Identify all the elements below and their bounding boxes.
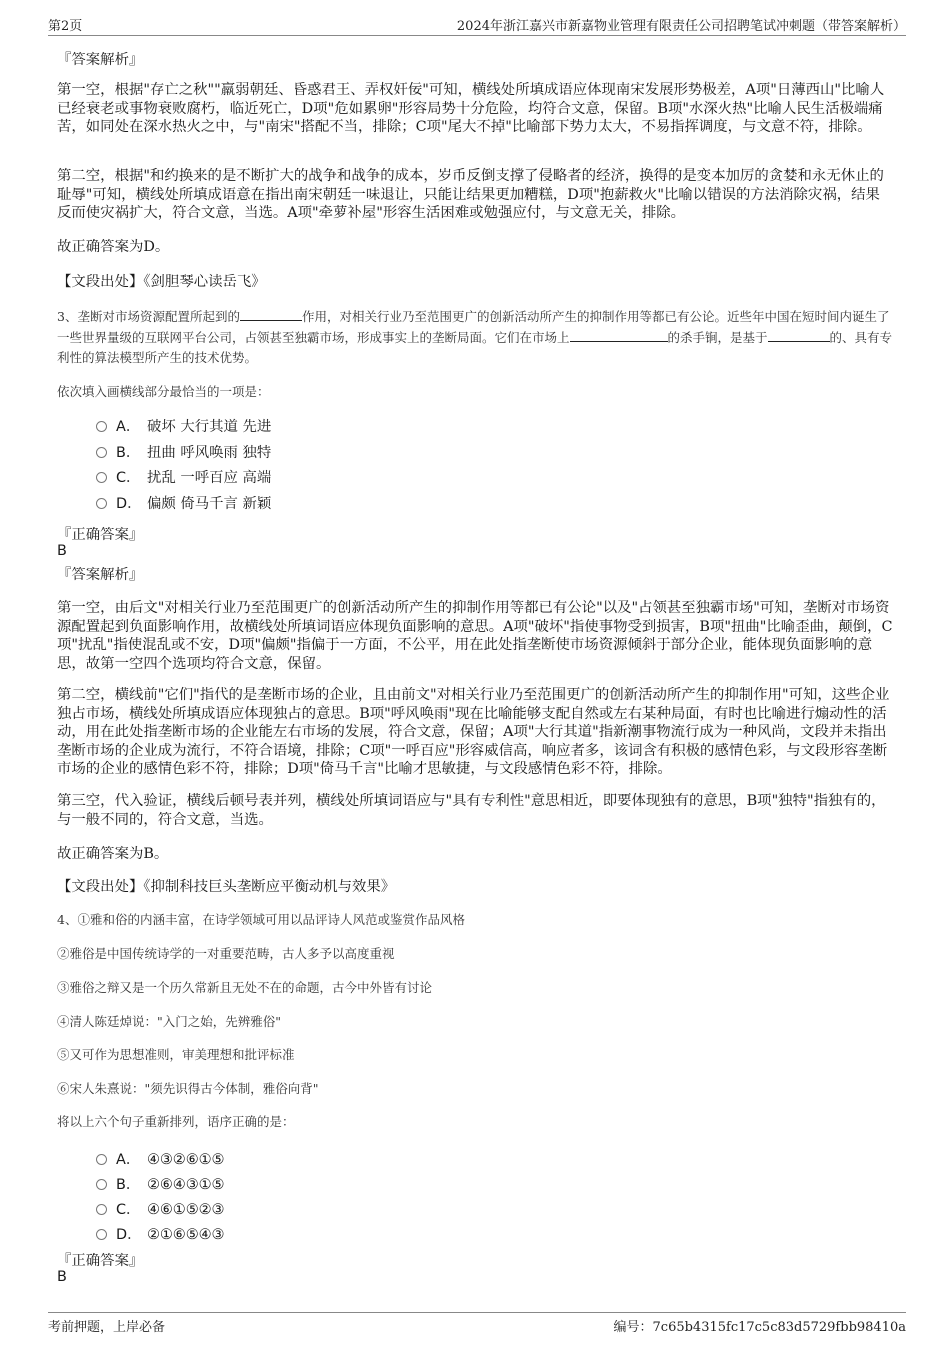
q3-correct-answer: B (57, 543, 67, 559)
radio-icon[interactable] (96, 447, 107, 458)
q4-option-a[interactable]: A． ④③②⑥①⑤ (96, 1150, 224, 1170)
page-header (48, 13, 906, 36)
radio-icon[interactable] (96, 1229, 107, 1240)
q4-correct-answer: B (57, 1269, 67, 1285)
q4-sentence-2: ②雅俗是中国传统诗学的一对重要范畴，古人多予以高度重视 (57, 946, 395, 961)
q4-option-d[interactable]: D． ②①⑥⑤④③ (96, 1225, 224, 1245)
document-title: 2024年浙江嘉兴市新嘉物业管理有限责任公司招聘笔试冲刺题（带答案解析） (456, 19, 906, 34)
q3-analysis-para1: 第一空，由后文"对相关行业乃至范围更广的创新活动所产生的抑制作用等都已有公论"以及"占领甚至独霸市场"可知，垄断对市场资源配置起到负面影响作用，故横线处所填词语应体现负面影响的意思。A项"破坏"指使事物受到损害，B项"扭曲"比喻歪曲，颠倒，C项"扰乱"指使混乱或不安，D项"偏颇"指偏于一方面，不公平，用在此处指垄断使市场资源倾斜于部分企业，能体现负面影响的意思，故第一空四个选项均符合文意，保留。 (57, 600, 893, 672)
q3-option-d[interactable]: D． 偏颇 倚马千言 新颖 (96, 494, 271, 514)
q3-analysis-label: 『答案解析』 (57, 567, 144, 583)
page-number: 第2页 (48, 19, 83, 34)
q2-source: 【文段出处】《剑胆琴心读岳飞》 (57, 274, 266, 290)
q3-analysis-para2: 第二空，横线前"它们"指代的是垄断市场的企业，且由前文"对相关行业乃至范围更广的创新活动所产生的抑制作用"可知，这些企业独占市场，横线处所填成语应体现独占的意思。B项"呼风唤雨"现在比喻能够支配自然或左右某种局面，有时也比喻进行煽动性的活动，用在此处指垄断市场的企业能左右市场的发展，符合文意，保留；A项"大行其道"指新潮事物流行成为一种风尚，文段并未指出垄断市场的企业成为流行，不符合语境，排除；C项"一呼百应"形容威信高，响应者多，该词含有积极的感情色彩，与文段形容垄断市场的企业的感情色彩不符，排除；D项"倚马千言"比喻才思敏捷，与文段感情色彩不符，排除。 (57, 687, 890, 778)
q2-analysis-label: 『答案解析』 (57, 52, 144, 68)
radio-icon[interactable] (96, 1179, 107, 1190)
q3-option-a[interactable]: A． 破坏 大行其道 先进 (96, 417, 271, 437)
q4-sentence-1: 4、①雅和俗的内涵丰富，在诗学领域可用以品评诗人风范或鉴赏作品风格 (57, 912, 465, 927)
q4-option-c[interactable]: C． ④⑥①⑤②③ (96, 1200, 224, 1220)
q4-correct-label: 『正确答案』 (57, 1253, 144, 1269)
q3-analysis-para3: 第三空，代入验证，横线后顿号表并列，横线处所填词语应与"具有专利性"意思相近，即要体现独有的意思，B项"独特"指独有的，与一般不同的，符合文意，当选。 (57, 793, 886, 828)
radio-icon[interactable] (96, 1204, 107, 1215)
radio-icon[interactable] (96, 421, 107, 432)
q4-sentence-4: ④清人陈廷焯说："入门之始，先辨雅俗" (57, 1014, 281, 1029)
q3-option-c[interactable]: C． 扰乱 一呼百应 高端 (96, 468, 271, 488)
q4-instruction: 将以上六个句子重新排列，语序正确的是： (57, 1114, 295, 1129)
q2-analysis-para2: 第二空，根据"和约换来的是不断扩大的战争和战争的成本，岁币反倒支撑了侵略者的经济，换得的是变本加厉的贪婪和永无休止的耻辱"可知，横线处所填成语意在指出南宋朝廷一味退让，只能让结果更加糟糕，D项"抱薪救火"比喻以错误的方法消除灾祸，结果反而使灾祸扩大，符合文意，当选。A项"牵萝补屋"形容生活困难或勉强应付，与文意无关，排除。 (57, 168, 884, 222)
q3-correct-label: 『正确答案』 (57, 527, 144, 543)
radio-icon[interactable] (96, 498, 107, 509)
q4-sentence-5: ⑤又可作为思想准则，审美理想和批评标准 (57, 1047, 295, 1062)
q4-option-b[interactable]: B． ②⑥④③①⑤ (96, 1175, 224, 1195)
footer-slogan: 考前押题，上岸必备 (48, 1320, 166, 1335)
q3-option-b[interactable]: B． 扭曲 呼风唤雨 独特 (96, 443, 271, 463)
q4-sentence-3: ③雅俗之辩又是一个历久常新且无处不在的命题，古今中外皆有讨论 (57, 980, 433, 995)
q3-conclusion: 故正确答案为B。 (57, 846, 169, 862)
radio-icon[interactable] (96, 472, 107, 483)
document-code: 编号：7c65b4315fc17c5c83d5729fbb98410a (613, 1320, 906, 1335)
q3-stem: 3、垄断对市场资源配置所起到的 作用，对相关行业乃至范围更广的创新活动所产生的抑制作用等都已有公论。近些年中国在短时间内诞生了一些世界量级的互联网平台公司，占领甚至独霸市场，形成事实上的垄断局面。它们在市场上 的杀手锏，是基于 的、具有专利性的算法模型所产生的技术优势。 (57, 309, 893, 365)
page-footer (48, 1312, 906, 1335)
radio-icon[interactable] (96, 1154, 107, 1165)
q3-source: 【文段出处】《抑制科技巨头垄断应平衡动机与效果》 (57, 879, 396, 895)
q2-analysis-para1: 第一空，根据"存亡之秋""羸弱朝廷、昏惑君王、弄权奸佞"可知，横线处所填成语应体现南宋发展形势极差，A项"日薄西山"比喻人已经衰老或事物衰败腐朽，临近死亡，D项"危如累卵"形容局势十分危险，均符合文意，保留。B项"水深火热"比喻人民生活极端痛苦，如同处在深水热火之中，与"南宋"搭配不当，排除；C项"尾大不掉"比喻部下势力太大，不易指挥调度，与文意不符，排除。 (57, 82, 885, 136)
q2-conclusion: 故正确答案为D。 (57, 239, 170, 255)
q4-sentence-6: ⑥宋人朱熹说："须先识得古今体制，雅俗向背" (57, 1081, 319, 1096)
blank-3 (768, 329, 830, 342)
blank-1 (240, 308, 302, 321)
blank-2 (570, 329, 668, 342)
q3-instruction: 依次填入画横线部分最恰当的一项是： (57, 384, 270, 399)
